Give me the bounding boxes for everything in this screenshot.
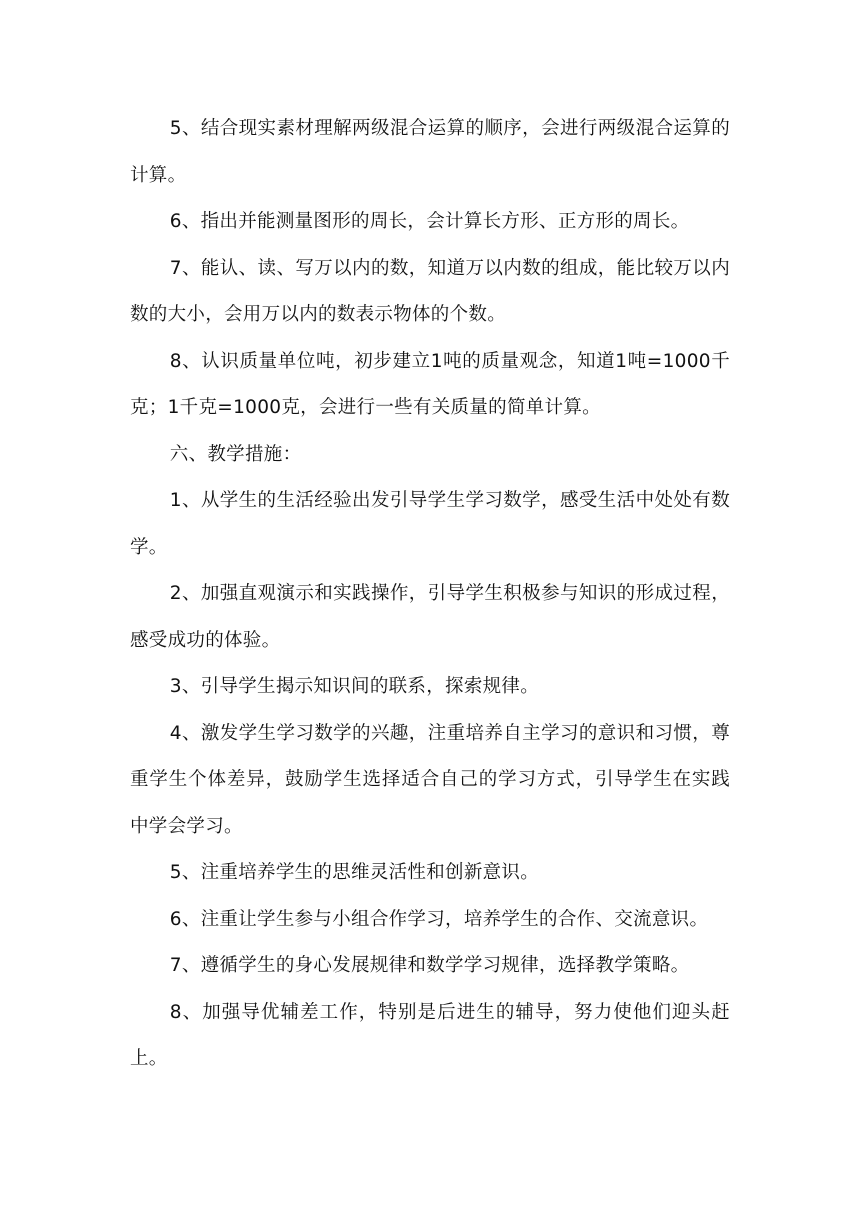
measure-item-7: 7、遵循学生的身心发展规律和数学学习规律，选择教学策略。 — [169, 955, 690, 976]
document-body — [130, 106, 730, 1083]
measure-item-1: 1、从学生的生活经验出发引导学生学习数学，感受生活中处处有数学。 — [130, 490, 730, 558]
measure-item-5: 5、注重培养学生的思维灵活性和创新意识。 — [169, 862, 540, 883]
measure-item-2: 2、加强直观演示和实践操作，引导学生积极参与知识的形成过程，感受成功的体验。 — [130, 583, 730, 651]
paragraph-perimeter: 6、指出并能测量图形的周长，会计算长方形、正方形的周长。 — [169, 211, 690, 232]
paragraph-mass-units: 8、认识质量单位吨，初步建立1吨的质量观念，知道1吨=1000千克；1千克=1000克，会进行一些有关质量的简单计算。 — [130, 350, 730, 418]
section-heading-teaching-measures: 六、教学措施： — [169, 443, 302, 465]
measure-item-6: 6、注重让学生参与小组合作学习，培养学生的合作、交流意识。 — [169, 908, 709, 930]
measure-item-4: 4、激发学生学习数学的兴趣，注重培养自主学习的意识和习惯，尊重学生个体差异，鼓励学生选择适合自己的学习方式，引导学生在实践中学会学习。 — [130, 722, 730, 837]
measure-item-8: 8、加强导优辅差工作，特别是后进生的辅导，努力使他们迎头赶上。 — [130, 1001, 730, 1069]
paragraph-operation-order: 5、结合现实素材理解两级混合运算的顺序，会进行两级混合运算的计算。 — [130, 118, 730, 186]
paragraph-numbers-within-ten-thousand: 7、能认、读、写万以内的数，知道万以内数的组成，能比较万以内数的大小，会用万以内的数表示物体的个数。 — [130, 257, 730, 325]
measure-item-3: 3、引导学生揭示知识间的联系，探索规律。 — [169, 676, 540, 697]
